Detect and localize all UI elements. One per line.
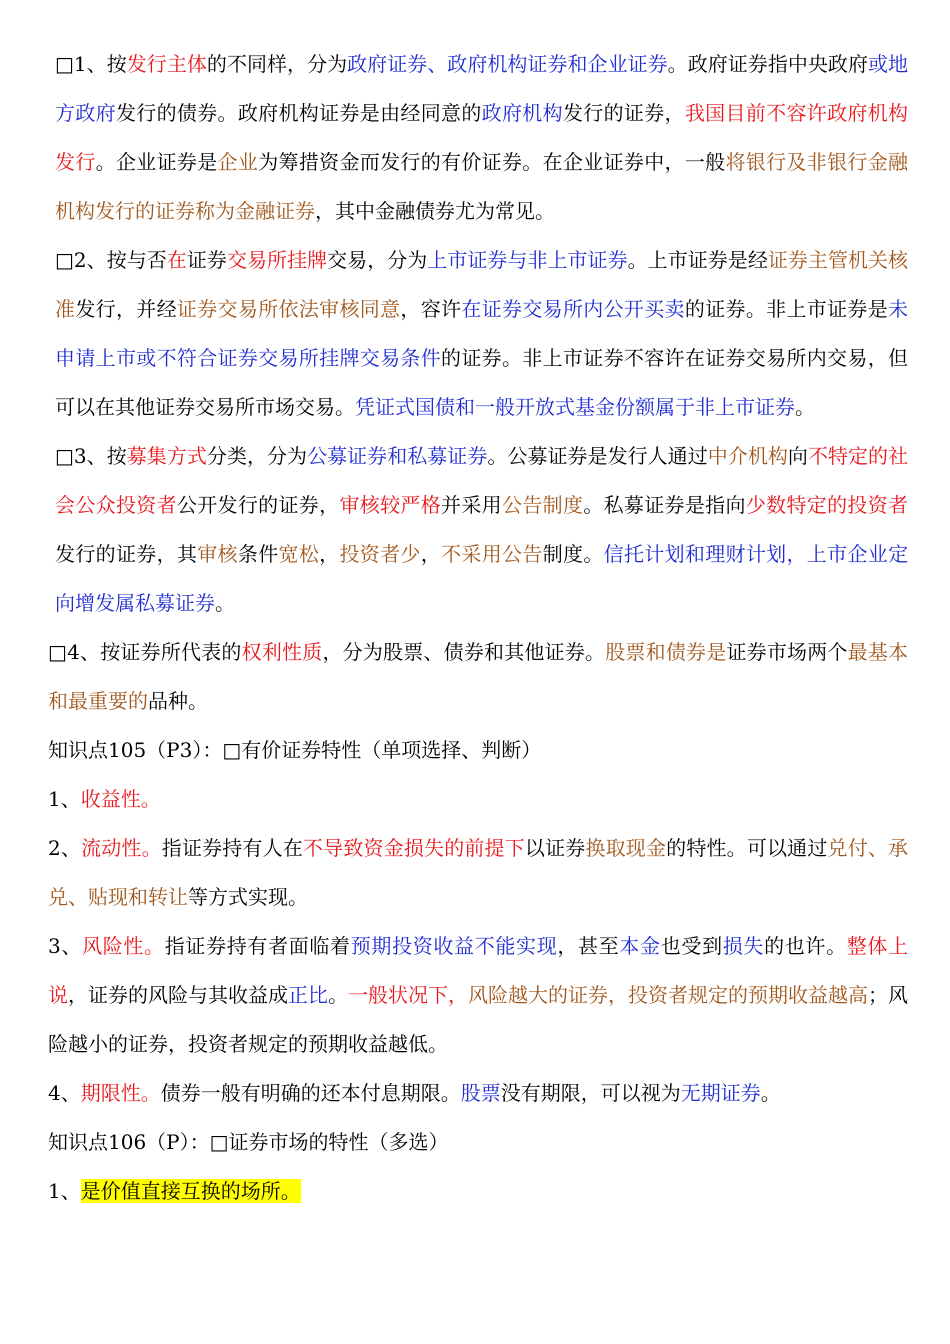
body-text: 。企业证券是: [95, 150, 218, 174]
emphasis-text: 投资者少: [339, 542, 421, 566]
emphasis-text: 我国目前不容许政府机构发行: [55, 101, 909, 174]
body-text: 制度。: [542, 542, 604, 566]
body-text: 2、: [48, 836, 82, 860]
body-text: 品种。: [148, 689, 208, 713]
emphasis-text: 权利性质: [241, 640, 323, 664]
paragraph-10: [48, 1118, 908, 1167]
body-text: 知识点106（P）：□证券市场的特性（多选）: [48, 1130, 449, 1154]
body-text: □3、按: [55, 444, 127, 468]
paragraph-5: [48, 726, 908, 775]
emphasis-text: 风险越大的证券，投资者规定的预期收益越高: [468, 983, 868, 1007]
body-text: 并采用: [441, 493, 502, 517]
emphasis-text: 政府机构: [481, 101, 563, 125]
body-text: 发行，并经: [75, 297, 177, 321]
body-text: 3、: [48, 934, 83, 958]
emphasis-text: 审核较严格: [339, 493, 442, 517]
body-text: ，证券的风险与其收益成: [68, 983, 288, 1007]
emphasis-text: 未申请上市或不符合证券交易所挂牌交易条件: [55, 297, 909, 370]
body-text: 以证券: [524, 836, 586, 860]
body-text: ；风险越小的证券，投资者规定的预期收益越低。: [48, 983, 908, 1056]
document-page: [48, 40, 908, 1216]
emphasis-text: 中介机构: [707, 444, 788, 468]
body-text: 4、: [48, 1081, 81, 1105]
body-text: 没有期限，可以视为: [500, 1081, 681, 1105]
body-text: 。: [328, 983, 348, 1007]
emphasis-text: 整体上说: [48, 934, 909, 1007]
body-text: 。政府证券指中央政府: [667, 52, 868, 76]
body-text: 发行的债券。政府机构证券是由经同意的: [115, 101, 482, 125]
paragraph-8: [48, 922, 908, 1069]
emphasis-text: 宽松: [278, 542, 320, 566]
emphasis-text: 交易所挂牌: [226, 248, 328, 272]
body-text: 知识点105（P3）：□有价证券特性（单项选择、判断）: [48, 738, 542, 762]
emphasis-text: 风险性。: [82, 934, 165, 958]
body-text: 公开发行的证券，: [176, 493, 340, 517]
body-text: 。: [215, 591, 235, 615]
body-text: 分类，分为: [206, 444, 308, 468]
body-text: 1、: [48, 787, 81, 811]
emphasis-text: 审核: [197, 542, 238, 566]
emphasis-text: 证券交易所依法审核同意: [176, 297, 401, 321]
body-text: 1、: [48, 1179, 81, 1203]
emphasis-text: 公募证券和私募证券: [307, 444, 488, 468]
emphasis-text: 信托计划和理财计划，上市企业定向增发属私募证券: [55, 542, 909, 615]
emphasis-text: 最基本和最重要的: [48, 640, 909, 713]
body-text: 的也许。: [764, 934, 847, 958]
body-text: 为筹措资金而发行的有价证券。在企业证券中，一般: [258, 150, 726, 174]
body-text: ，其中金融债券尤为常见。: [315, 199, 555, 223]
body-text: 。私募证券是指向: [583, 493, 746, 517]
body-text: 的特性。可以通过: [666, 836, 828, 860]
emphasis-text: 公告制度: [502, 493, 584, 517]
paragraph-11: [48, 1167, 908, 1216]
body-text: ，容许: [400, 297, 462, 321]
emphasis-text: 无期证券: [680, 1081, 761, 1105]
body-text: 等方式实现。: [188, 885, 308, 909]
emphasis-text: 正比: [288, 983, 328, 1007]
paragraph-2: [48, 236, 908, 432]
body-text: ，甚至: [557, 934, 620, 958]
emphasis-text: 股票和债券是: [605, 640, 727, 664]
emphasis-text: 企业: [217, 150, 259, 174]
emphasis-text: 流动性。: [81, 836, 162, 860]
body-text: 。: [795, 395, 815, 419]
emphasis-text: 少数特定的投资者: [745, 493, 909, 517]
emphasis-text: 换取现金: [585, 836, 667, 860]
emphasis-text: 收益性。: [80, 787, 161, 811]
body-text: 指证券持有者面临着: [164, 934, 351, 958]
emphasis-text: 不导致资金损失的前提下: [303, 836, 525, 860]
emphasis-text: 募集方式: [126, 444, 207, 468]
body-text: 发行的证券，其: [55, 542, 198, 566]
body-text: 。: [760, 1081, 781, 1105]
body-text: □4、按证券所代表的: [48, 640, 242, 664]
emphasis-text: 发行主体: [126, 52, 207, 76]
paragraph-1: [48, 40, 908, 236]
body-text: 的不同样，分为: [206, 52, 348, 76]
body-text: ，: [319, 542, 340, 566]
paragraph-4: [48, 628, 908, 726]
body-text: □2、按与否: [55, 248, 167, 272]
body-text: 交易，分为: [327, 248, 428, 272]
emphasis-text: 股票: [460, 1081, 501, 1105]
emphasis-text: 期限性。: [80, 1081, 161, 1105]
body-text: 也受到: [660, 934, 723, 958]
body-text: 债券一般有明确的还本付息期限。: [160, 1081, 461, 1105]
paragraph-9: [48, 1069, 908, 1118]
body-text: 向: [787, 444, 808, 468]
emphasis-text: 不特定的社会公众投资者: [55, 444, 909, 517]
emphasis-text: 凭证式国债和一般开放式基金份额属于非上市证券: [355, 395, 795, 419]
paragraph-7: [48, 824, 908, 922]
body-text: 证券市场两个: [726, 640, 848, 664]
body-text: □1、按: [55, 52, 127, 76]
body-text: 的证券。非上市证券是: [684, 297, 889, 321]
body-text: ，: [420, 542, 442, 566]
body-text: 指证券持有人在: [161, 836, 303, 860]
body-text: 。上市证券是经: [627, 248, 768, 272]
body-text: 证券: [186, 248, 227, 272]
emphasis-text: 损失: [722, 934, 765, 958]
emphasis-text: 政府证券、政府机构证券和企业证券: [347, 52, 668, 76]
emphasis-text: 不采用公告: [441, 542, 543, 566]
emphasis-text: 在: [166, 248, 187, 272]
body-text: 的证券。非上市证券不容许在证券交易所内交易，但可以在其他证券交易所市场交易。: [55, 346, 909, 419]
body-text: 。公募证券是发行人通过: [487, 444, 708, 468]
paragraph-3: [48, 432, 908, 628]
body-text: ，分为股票、债券和其他证券。: [322, 640, 606, 664]
emphasis-text: 一般状况下，: [348, 983, 468, 1007]
emphasis-text: 将银行及非银行金融机构发行的证券称为金融证券: [55, 150, 909, 223]
emphasis-text: 在证券交易所内公开买卖: [461, 297, 685, 321]
emphasis-text: 证券主管机关核准: [55, 248, 909, 321]
emphasis-text: 兑付、承兑、贴现和转让: [48, 836, 909, 909]
body-text: 发行的证券，: [562, 101, 685, 125]
emphasis-text: 本金: [619, 934, 661, 958]
emphasis-text: 或地方政府: [55, 52, 909, 125]
emphasis-text: 上市证券与非上市证券: [427, 248, 628, 272]
body-text: 条件: [237, 542, 279, 566]
paragraph-6: [48, 775, 908, 824]
emphasis-text: 预期投资收益不能实现: [350, 934, 558, 958]
emphasis-text: 是价值直接互换的场所。: [80, 1179, 301, 1203]
